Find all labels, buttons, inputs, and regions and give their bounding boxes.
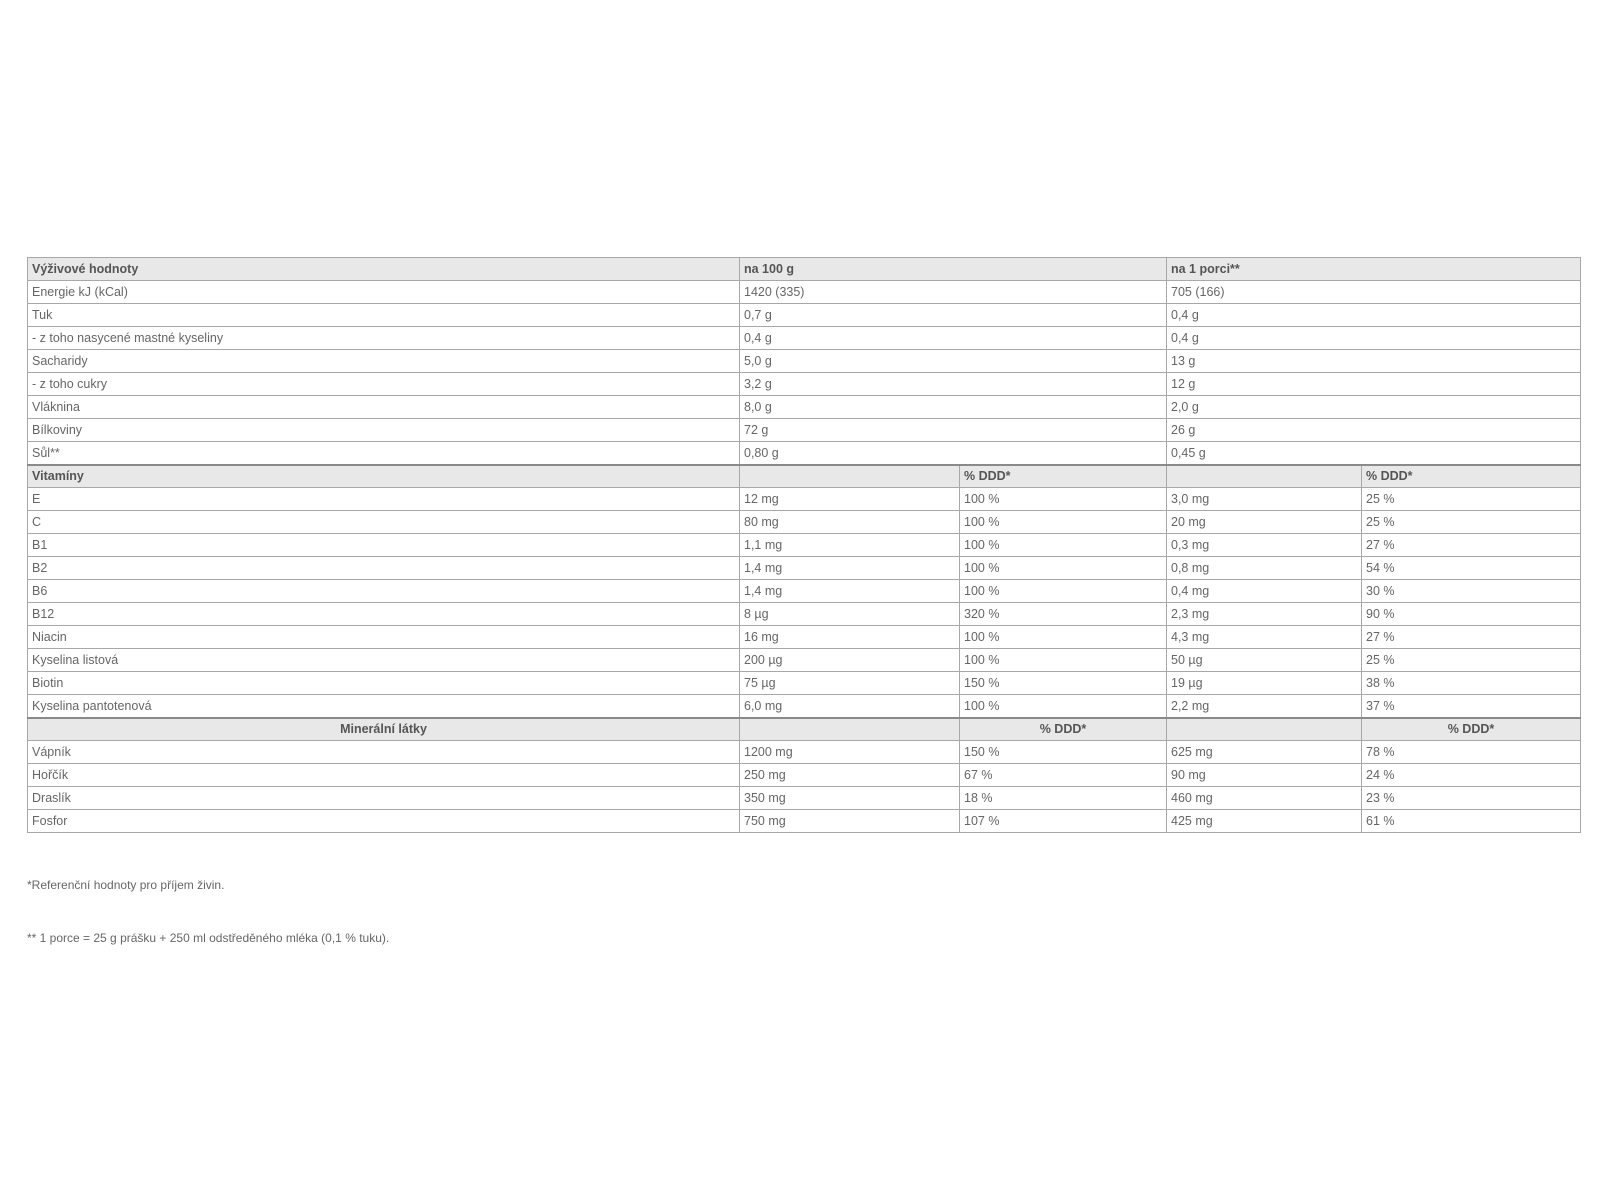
nutrient-row bbox=[28, 350, 1581, 373]
mineral-row bbox=[28, 810, 1581, 833]
mineral-row bbox=[28, 787, 1581, 810]
mineral-row-ddd-serving: 24 % bbox=[1362, 764, 1581, 787]
vitamin-row bbox=[28, 626, 1581, 649]
vitamins-header-empty-2 bbox=[1167, 465, 1362, 488]
mineral-row-ddd-100g: 67 % bbox=[960, 764, 1167, 787]
nutrient-per-serving: 0,45 g bbox=[1167, 442, 1581, 465]
vitamin-row-name: B1 bbox=[28, 534, 740, 557]
vitamin-row-name: Kyselina pantotenová bbox=[28, 695, 740, 718]
vitamin-row-per-serving: 0,4 mg bbox=[1167, 580, 1362, 603]
nutrient-name: Sůl** bbox=[28, 442, 740, 465]
vitamin-row-per-100g: 200 µg bbox=[740, 649, 960, 672]
vitamin-row-ddd-100g: 100 % bbox=[960, 649, 1167, 672]
nutrient-per-100g: 0,7 g bbox=[740, 304, 1167, 327]
mineral-row-ddd-serving: 78 % bbox=[1362, 741, 1581, 764]
minerals-header-row bbox=[28, 718, 1581, 741]
vitamin-row-per-serving: 2,2 mg bbox=[1167, 695, 1362, 718]
mineral-row-per-serving: 460 mg bbox=[1167, 787, 1362, 810]
vitamin-row-ddd-100g: 100 % bbox=[960, 626, 1167, 649]
mineral-row bbox=[28, 764, 1581, 787]
minerals-header-empty-1 bbox=[740, 718, 960, 741]
vitamin-row-name: E bbox=[28, 488, 740, 511]
vitamin-row-per-100g: 8 µg bbox=[740, 603, 960, 626]
nutrient-per-serving: 705 (166) bbox=[1167, 281, 1581, 304]
vitamin-row-per-serving: 19 µg bbox=[1167, 672, 1362, 695]
mineral-row-name: Draslík bbox=[28, 787, 740, 810]
vitamin-row bbox=[28, 534, 1581, 557]
nutrient-name: Sacharidy bbox=[28, 350, 740, 373]
minerals-header-label: Minerální látky bbox=[28, 718, 740, 741]
nutrient-name: Bílkoviny bbox=[28, 419, 740, 442]
mineral-row-per-serving: 90 mg bbox=[1167, 764, 1362, 787]
vitamin-row-ddd-100g: 150 % bbox=[960, 672, 1167, 695]
vitamin-row-ddd-serving: 25 % bbox=[1362, 649, 1581, 672]
nutrient-row bbox=[28, 281, 1581, 304]
nutrition-table-container bbox=[27, 257, 1580, 833]
minerals-header-empty-2 bbox=[1167, 718, 1362, 741]
mineral-row-per-serving: 425 mg bbox=[1167, 810, 1362, 833]
vitamin-row-per-serving: 2,3 mg bbox=[1167, 603, 1362, 626]
mineral-row-per-100g: 350 mg bbox=[740, 787, 960, 810]
vitamin-row-ddd-serving: 25 % bbox=[1362, 511, 1581, 534]
minerals-header-ddd-1: % DDD* bbox=[960, 718, 1167, 741]
nutrient-row bbox=[28, 396, 1581, 419]
nutrient-per-serving: 26 g bbox=[1167, 419, 1581, 442]
mineral-rows bbox=[28, 741, 1581, 833]
vitamin-row-per-serving: 0,8 mg bbox=[1167, 557, 1362, 580]
mineral-row-per-100g: 1200 mg bbox=[740, 741, 960, 764]
vitamin-row-per-100g: 1,4 mg bbox=[740, 557, 960, 580]
vitamin-row-name: B6 bbox=[28, 580, 740, 603]
vitamin-row-per-100g: 1,1 mg bbox=[740, 534, 960, 557]
nutrient-per-100g: 8,0 g bbox=[740, 396, 1167, 419]
vitamin-row-per-serving: 50 µg bbox=[1167, 649, 1362, 672]
vitamin-row-ddd-serving: 25 % bbox=[1362, 488, 1581, 511]
vitamin-row bbox=[28, 580, 1581, 603]
vitamins-header-ddd-2: % DDD* bbox=[1362, 465, 1581, 488]
vitamin-row-name: C bbox=[28, 511, 740, 534]
nutrient-per-100g: 1420 (335) bbox=[740, 281, 1167, 304]
vitamins-header-row bbox=[28, 465, 1581, 488]
vitamin-rows bbox=[28, 488, 1581, 718]
vitamin-row bbox=[28, 672, 1581, 695]
mineral-row-ddd-100g: 18 % bbox=[960, 787, 1167, 810]
mineral-row-per-100g: 750 mg bbox=[740, 810, 960, 833]
vitamin-row-ddd-100g: 100 % bbox=[960, 695, 1167, 718]
nutrient-name: - z toho nasycené mastné kyseliny bbox=[28, 327, 740, 350]
mineral-row-per-100g: 250 mg bbox=[740, 764, 960, 787]
nutrient-per-serving: 13 g bbox=[1167, 350, 1581, 373]
vitamin-row bbox=[28, 695, 1581, 718]
nutrient-name: - z toho cukry bbox=[28, 373, 740, 396]
vitamin-row-ddd-serving: 37 % bbox=[1362, 695, 1581, 718]
vitamin-row-name: B12 bbox=[28, 603, 740, 626]
mineral-row-name: Hořčík bbox=[28, 764, 740, 787]
nutrition-table bbox=[27, 257, 1581, 833]
vitamin-row-per-serving: 4,3 mg bbox=[1167, 626, 1362, 649]
header-label: Výživové hodnoty bbox=[28, 258, 740, 281]
header-per-100g: na 100 g bbox=[740, 258, 1167, 281]
nutrient-per-serving: 12 g bbox=[1167, 373, 1581, 396]
vitamin-row-per-serving: 0,3 mg bbox=[1167, 534, 1362, 557]
vitamin-row-per-100g: 12 mg bbox=[740, 488, 960, 511]
vitamin-row-ddd-100g: 100 % bbox=[960, 580, 1167, 603]
nutrient-name: Tuk bbox=[28, 304, 740, 327]
nutrient-row bbox=[28, 419, 1581, 442]
nutrient-name: Energie kJ (kCal) bbox=[28, 281, 740, 304]
vitamin-row-name: Kyselina listová bbox=[28, 649, 740, 672]
vitamin-row-per-serving: 3,0 mg bbox=[1167, 488, 1362, 511]
mineral-row-ddd-serving: 23 % bbox=[1362, 787, 1581, 810]
mineral-row-name: Vápník bbox=[28, 741, 740, 764]
vitamin-row-ddd-100g: 100 % bbox=[960, 488, 1167, 511]
nutrient-row bbox=[28, 442, 1581, 465]
mineral-row-name: Fosfor bbox=[28, 810, 740, 833]
vitamin-row-ddd-serving: 27 % bbox=[1362, 534, 1581, 557]
nutrient-per-100g: 5,0 g bbox=[740, 350, 1167, 373]
nutrient-name: Vláknina bbox=[28, 396, 740, 419]
mineral-row bbox=[28, 741, 1581, 764]
mineral-row-per-serving: 625 mg bbox=[1167, 741, 1362, 764]
nutrient-row bbox=[28, 373, 1581, 396]
vitamin-row bbox=[28, 649, 1581, 672]
vitamin-row-ddd-100g: 100 % bbox=[960, 534, 1167, 557]
vitamin-row bbox=[28, 488, 1581, 511]
nutrient-per-serving: 2,0 g bbox=[1167, 396, 1581, 419]
vitamin-row bbox=[28, 557, 1581, 580]
vitamin-row-ddd-100g: 100 % bbox=[960, 557, 1167, 580]
vitamin-row bbox=[28, 511, 1581, 534]
vitamin-row-ddd-serving: 30 % bbox=[1362, 580, 1581, 603]
nutrient-per-100g: 0,4 g bbox=[740, 327, 1167, 350]
vitamin-row-name: Biotin bbox=[28, 672, 740, 695]
vitamin-row-per-serving: 20 mg bbox=[1167, 511, 1362, 534]
vitamin-row-ddd-serving: 90 % bbox=[1362, 603, 1581, 626]
vitamin-row-per-100g: 1,4 mg bbox=[740, 580, 960, 603]
nutrient-rows bbox=[28, 281, 1581, 465]
nutrient-per-serving: 0,4 g bbox=[1167, 327, 1581, 350]
nutrient-per-serving: 0,4 g bbox=[1167, 304, 1581, 327]
mineral-row-ddd-100g: 150 % bbox=[960, 741, 1167, 764]
vitamins-header-ddd-1: % DDD* bbox=[960, 465, 1167, 488]
nutrition-header-row bbox=[28, 258, 1581, 281]
vitamin-row-ddd-serving: 27 % bbox=[1362, 626, 1581, 649]
vitamins-header-empty-1 bbox=[740, 465, 960, 488]
vitamin-row-name: B2 bbox=[28, 557, 740, 580]
minerals-header-ddd-2: % DDD* bbox=[1362, 718, 1581, 741]
vitamin-row-ddd-100g: 100 % bbox=[960, 511, 1167, 534]
vitamin-row-per-100g: 75 µg bbox=[740, 672, 960, 695]
vitamin-row-per-100g: 80 mg bbox=[740, 511, 960, 534]
header-per-serving: na 1 porci** bbox=[1167, 258, 1581, 281]
footnote-reference: *Referenční hodnoty pro příjem živin. bbox=[27, 878, 225, 892]
vitamin-row-per-100g: 16 mg bbox=[740, 626, 960, 649]
nutrient-per-100g: 72 g bbox=[740, 419, 1167, 442]
vitamin-row-ddd-serving: 38 % bbox=[1362, 672, 1581, 695]
footnote-serving: ** 1 porce = 25 g prášku + 250 ml odstředěného mléka (0,1 % tuku). bbox=[27, 931, 390, 945]
vitamin-row-per-100g: 6,0 mg bbox=[740, 695, 960, 718]
vitamins-header-label: Vitamíny bbox=[28, 465, 740, 488]
vitamin-row bbox=[28, 603, 1581, 626]
nutrient-row bbox=[28, 327, 1581, 350]
mineral-row-ddd-serving: 61 % bbox=[1362, 810, 1581, 833]
nutrient-row bbox=[28, 304, 1581, 327]
mineral-row-ddd-100g: 107 % bbox=[960, 810, 1167, 833]
vitamin-row-name: Niacin bbox=[28, 626, 740, 649]
nutrient-per-100g: 3,2 g bbox=[740, 373, 1167, 396]
nutrient-per-100g: 0,80 g bbox=[740, 442, 1167, 465]
vitamin-row-ddd-100g: 320 % bbox=[960, 603, 1167, 626]
vitamin-row-ddd-serving: 54 % bbox=[1362, 557, 1581, 580]
